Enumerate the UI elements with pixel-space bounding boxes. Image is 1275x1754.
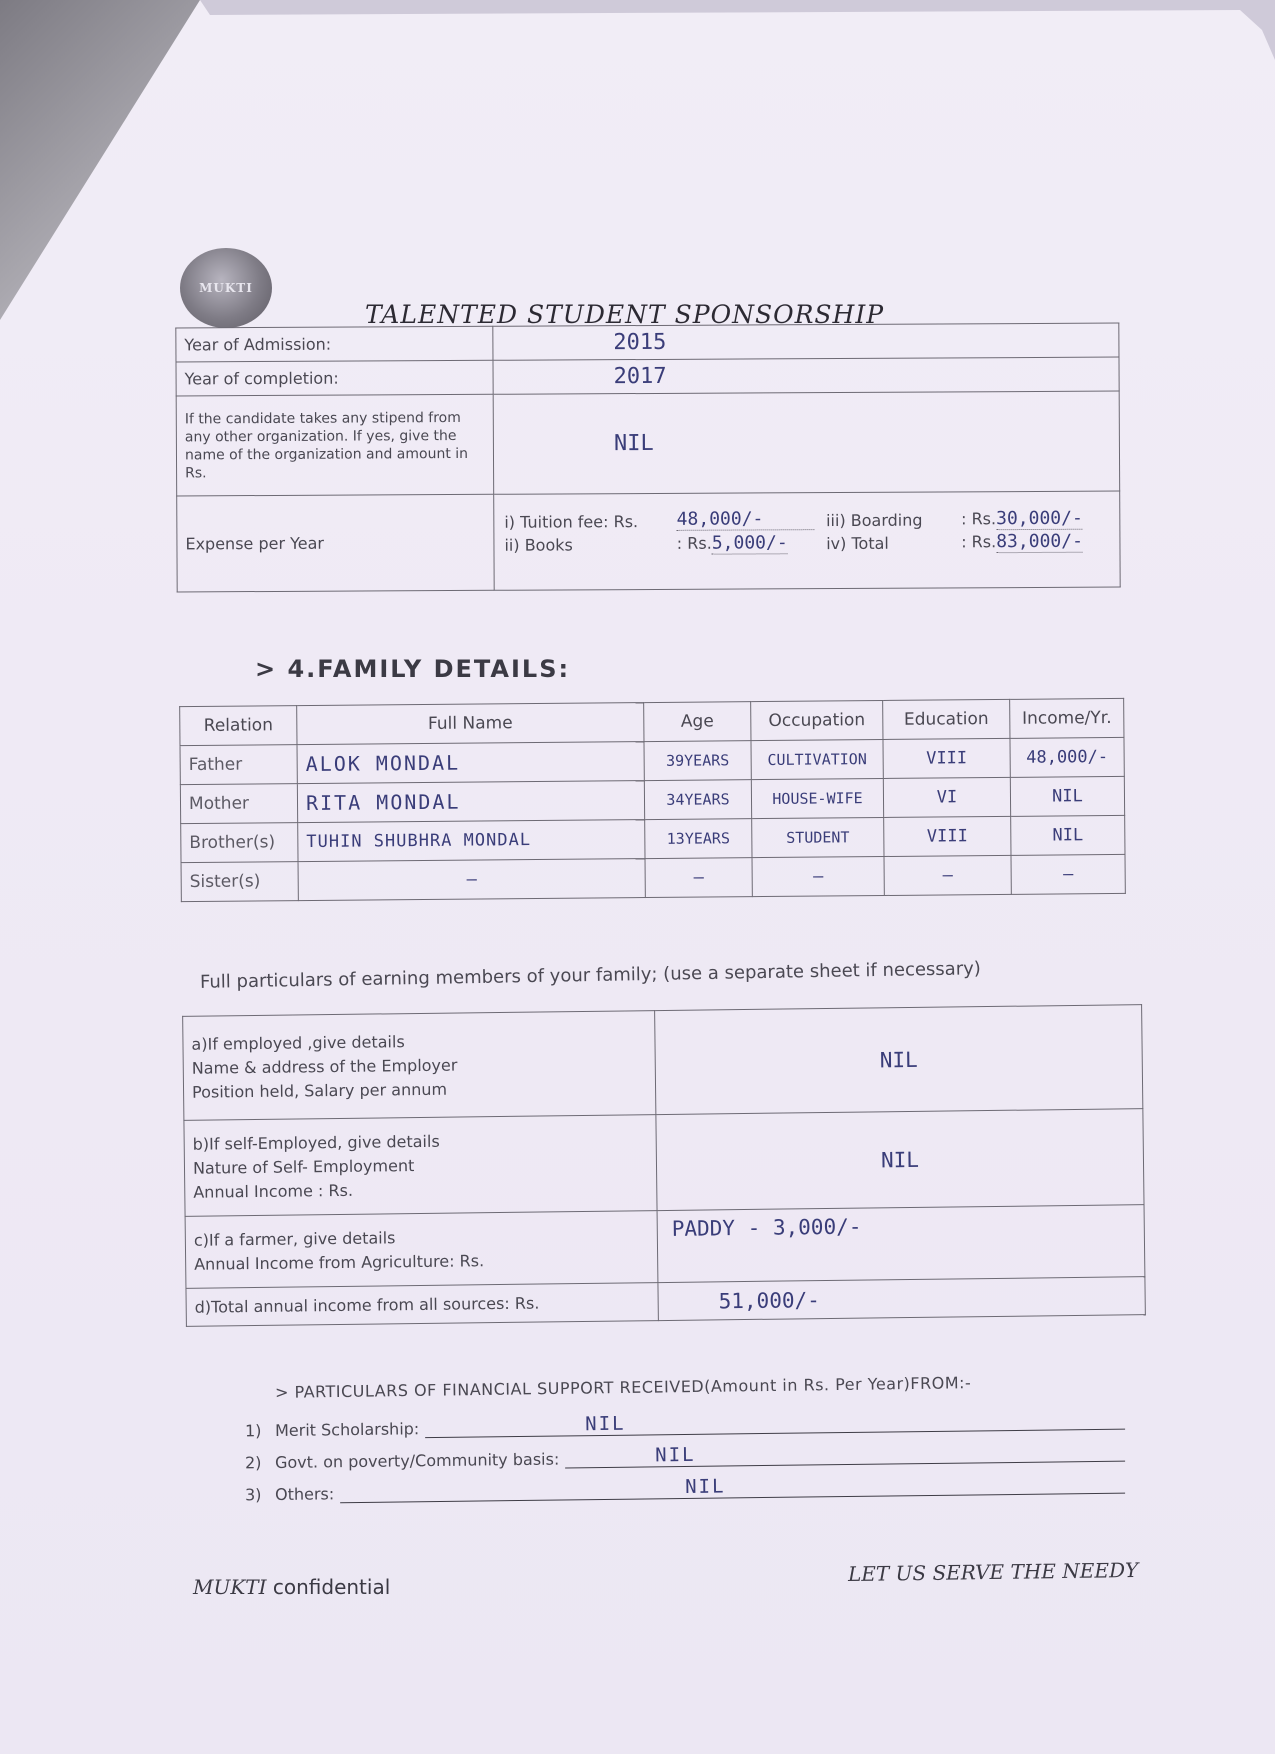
earning-members-intro: Full particulars of earning members of your family; (use a separate sheet if necessary) (199, 958, 981, 993)
table-row (176, 391, 1120, 496)
total-label: iv) Total (826, 533, 889, 554)
item-label: Others: (274, 1484, 335, 1505)
item-label: Merit Scholarship: (274, 1419, 420, 1441)
employed-label-line: Position held, Salary per annum (191, 1079, 448, 1102)
form-title: TALENTED STUDENT SPONSORSHIP (365, 300, 885, 329)
income-cell: — (1011, 854, 1125, 894)
self-label-line: b)If self-Employed, give details (192, 1131, 440, 1154)
table-row (177, 491, 1120, 592)
relation-cell: Mother (180, 784, 297, 824)
employed-label (183, 1011, 656, 1121)
family-details-heading: > 4.FAMILY DETAILS: (255, 655, 571, 683)
employed-label-line: Name & address of the Employer (191, 1055, 458, 1078)
col-education: Education (883, 699, 1010, 739)
footer-confidential-text: confidential (272, 1575, 391, 1599)
books-value: 5,000/- (711, 532, 788, 554)
table-row (176, 323, 1119, 362)
occupation-cell: STUDENT (752, 817, 884, 857)
name-cell: ALOK MONDAL (297, 742, 644, 784)
age-cell: 34YEARS (644, 780, 751, 820)
farmer-label-line: c)If a farmer, give details (193, 1227, 396, 1250)
books-amount (677, 532, 815, 554)
name-cell: RITA MONDAL (297, 781, 644, 823)
earning-table (182, 1004, 1146, 1327)
education-cell: — (884, 855, 1011, 895)
col-income: Income/Yr. (1010, 698, 1124, 738)
relation-cell: Brother(s) (181, 823, 298, 863)
stipend-label: If the candidate takes any stipend from any other organization. If yes, give the name of the organization and amount in Rs. (176, 394, 494, 496)
expense-cell (494, 491, 1120, 590)
item-number: 2) (244, 1453, 262, 1473)
stipend-value: NIL (493, 391, 1120, 494)
income-cell: NIL (1010, 776, 1124, 816)
books-label: ii) Books (504, 535, 573, 555)
footer-motto: LET US SERVE THE NEEDY (847, 1557, 1139, 1587)
financial-support-heading: > PARTICULARS OF FINANCIAL SUPPORT RECEIVED(Amount in Rs. Per Year)FROM:- (274, 1373, 972, 1402)
year-admission-label: Year of Admission: (176, 326, 493, 362)
self-label-line: Nature of Self- Employment (192, 1155, 415, 1178)
age-cell: 39YEARS (644, 741, 751, 781)
tuition-label: i) Tuition fee: Rs. (504, 512, 639, 532)
year-admission-value: 2015 (493, 323, 1119, 360)
table-row (185, 1205, 1145, 1289)
farmer-label (185, 1211, 658, 1289)
name-cell: TUHIN SHUBHRA MONDAL (298, 820, 645, 862)
item-value: NIL (585, 1412, 626, 1436)
age-cell: 13YEARS (645, 819, 752, 859)
expense-label: Expense per Year (177, 494, 494, 592)
item-value: NIL (685, 1475, 726, 1498)
tuition-value: 48,000/- (677, 508, 815, 531)
table-row (176, 357, 1119, 396)
expense-grid (504, 507, 1109, 555)
table-row (181, 854, 1125, 901)
item-value: NIL (655, 1443, 696, 1467)
footer-brand: MUKTI (193, 1575, 267, 1599)
occupation-cell: HOUSE-WIFE (751, 778, 883, 818)
relation-cell: Sister(s) (181, 862, 298, 902)
occupation-cell: CULTIVATION (751, 739, 883, 779)
self-employed-value: NIL (656, 1109, 1144, 1211)
logo-text: MUKTI (199, 281, 253, 295)
footer-confidential (193, 1575, 390, 1599)
family-table (179, 698, 1126, 902)
education-cell: VIII (883, 738, 1010, 778)
item-number: 3) (244, 1485, 262, 1505)
occupation-cell: — (752, 856, 884, 896)
item-number: 1) (244, 1421, 262, 1441)
rs-prefix: : Rs. (961, 532, 997, 552)
self-employed-label (184, 1115, 657, 1217)
year-completion-value: 2017 (493, 357, 1119, 394)
relation-cell: Father (180, 745, 297, 785)
employed-value: NIL (655, 1005, 1143, 1115)
education-cell: VI (883, 777, 1010, 817)
education-cell: VIII (884, 816, 1011, 856)
rs-prefix: : Rs. (961, 509, 997, 529)
admission-table (175, 323, 1120, 593)
farmer-label-line: Annual Income from Agriculture: Rs. (194, 1250, 485, 1274)
boarding-value: 30,000/- (996, 507, 1083, 530)
year-completion-label: Year of completion: (176, 360, 493, 396)
total-income-label: d)Total annual income from all sources: Rs. (186, 1283, 658, 1327)
employed-label-line: a)If employed ,give details (191, 1031, 405, 1054)
boarding-label: iii) Boarding (826, 510, 923, 531)
item-label: Govt. on poverty/Community basis: (274, 1449, 560, 1473)
income-cell: NIL (1011, 815, 1125, 855)
table-row (184, 1109, 1144, 1217)
col-full-name: Full Name (297, 703, 644, 745)
total-amount (961, 531, 1109, 553)
total-income-value: 51,000/- (658, 1277, 1145, 1321)
self-label-line: Annual Income : Rs. (193, 1180, 354, 1202)
col-relation: Relation (180, 706, 297, 746)
total-value: 83,000/- (996, 530, 1083, 553)
mukti-logo (180, 248, 272, 328)
boarding-amount (961, 508, 1109, 530)
name-cell: — (298, 859, 645, 901)
table-row (183, 1005, 1143, 1121)
col-age: Age (644, 702, 751, 742)
income-cell: 48,000/- (1010, 737, 1124, 777)
age-cell: — (645, 858, 752, 898)
rs-prefix: : Rs. (676, 533, 712, 553)
col-occupation: Occupation (751, 700, 883, 740)
farmer-value: PADDY - 3,000/- (657, 1205, 1145, 1283)
